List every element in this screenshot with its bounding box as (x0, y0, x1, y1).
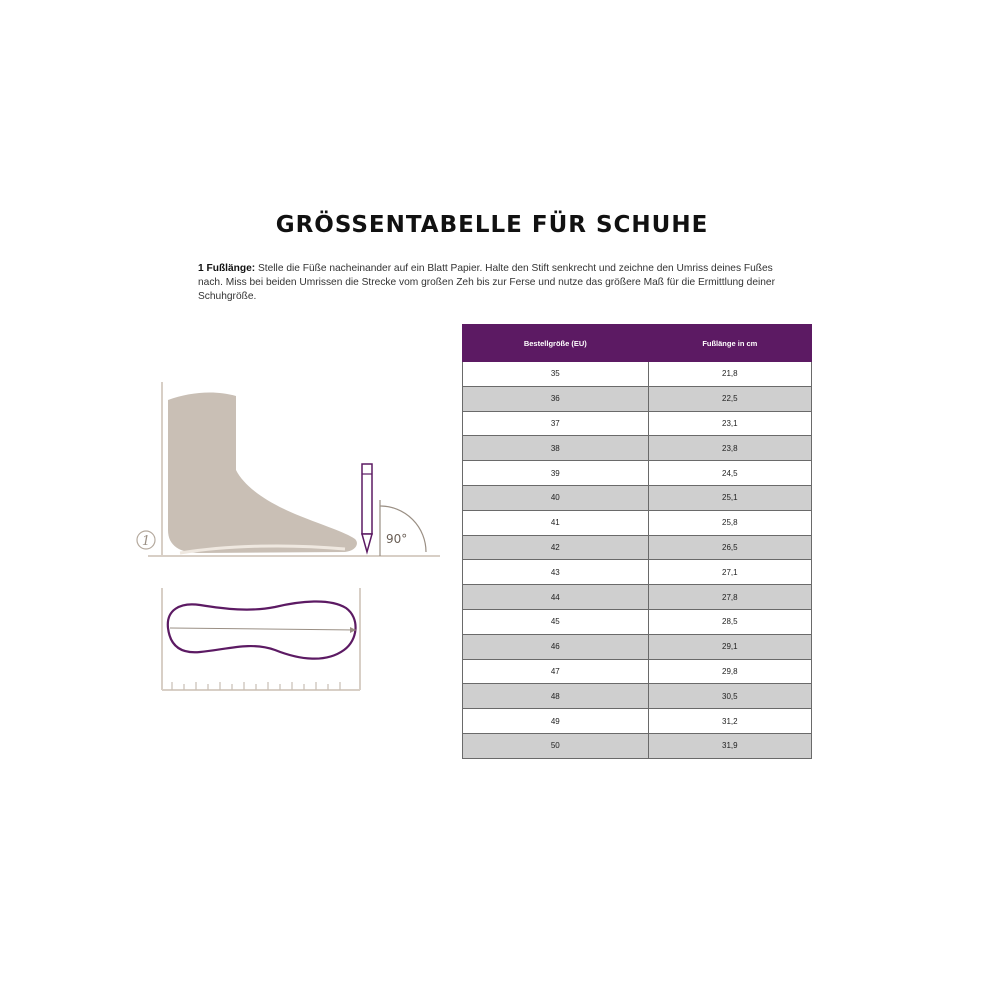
length-cell: 21,8 (648, 362, 811, 387)
angle-label: 90° (386, 532, 408, 546)
angle-arc (380, 506, 426, 552)
table-header-row (463, 325, 812, 362)
size-cell: 46 (463, 634, 649, 659)
length-cell: 29,1 (648, 634, 811, 659)
table-row (463, 560, 812, 585)
length-cell: 26,5 (648, 535, 811, 560)
instructions-label: 1 Fußlänge: (198, 263, 256, 274)
size-cell: 47 (463, 659, 649, 684)
size-cell: 38 (463, 436, 649, 461)
size-cell: 36 (463, 386, 649, 411)
size-cell: 41 (463, 510, 649, 535)
size-cell: 50 (463, 733, 649, 758)
table-row (463, 485, 812, 510)
length-cell: 23,1 (648, 411, 811, 436)
length-cell: 30,5 (648, 684, 811, 709)
length-cell: 23,8 (648, 436, 811, 461)
table-row (463, 436, 812, 461)
pencil-icon (362, 464, 372, 552)
size-cell: 44 (463, 585, 649, 610)
size-cell: 40 (463, 485, 649, 510)
table-row (463, 510, 812, 535)
instructions-text: Stelle die Füße nacheinander auf ein Blatt Papier. Halte den Stift senkrecht und zeichne den Umriss deines Fußes nach. Miss bei beiden Umrissen die Strecke vom großen Zeh bis zur Ferse und nutze das größere Maß für die Ermittlung deiner Schuhgröße. (198, 263, 775, 302)
table-row (463, 659, 812, 684)
size-cell: 39 (463, 461, 649, 486)
table-row (463, 386, 812, 411)
table-row (463, 535, 812, 560)
table-row (463, 709, 812, 734)
length-cell: 25,8 (648, 510, 811, 535)
table-row (463, 684, 812, 709)
table-row (463, 733, 812, 758)
size-cell: 45 (463, 609, 649, 634)
length-arrow (170, 628, 356, 630)
size-table (462, 324, 812, 759)
foot-side-icon (168, 393, 357, 553)
column-header-size: Bestellgröße (EU) (463, 325, 649, 362)
table-row (463, 362, 812, 387)
size-cell: 35 (463, 362, 649, 387)
length-cell: 22,5 (648, 386, 811, 411)
size-cell: 43 (463, 560, 649, 585)
table-row (463, 461, 812, 486)
page-title: GRÖSSENTABELLE FÜR SCHUHE (275, 212, 709, 238)
table-row (463, 411, 812, 436)
ruler-ticks (172, 682, 340, 690)
length-cell: 24,5 (648, 461, 811, 486)
table-row (463, 609, 812, 634)
length-cell: 31,9 (648, 733, 811, 758)
step-marker-label: 1 (141, 534, 151, 549)
step-marker (137, 531, 155, 549)
length-cell: 28,5 (648, 609, 811, 634)
length-cell: 31,2 (648, 709, 811, 734)
size-cell: 49 (463, 709, 649, 734)
length-cell: 29,8 (648, 659, 811, 684)
size-cell: 37 (463, 411, 649, 436)
table-row (463, 634, 812, 659)
size-cell: 42 (463, 535, 649, 560)
length-cell: 25,1 (648, 485, 811, 510)
foot-outline-icon (168, 601, 356, 658)
table-row (463, 585, 812, 610)
instructions (198, 262, 788, 304)
length-cell: 27,1 (648, 560, 811, 585)
column-header-length: Fußlänge in cm (648, 325, 811, 362)
size-cell: 48 (463, 684, 649, 709)
length-cell: 27,8 (648, 585, 811, 610)
